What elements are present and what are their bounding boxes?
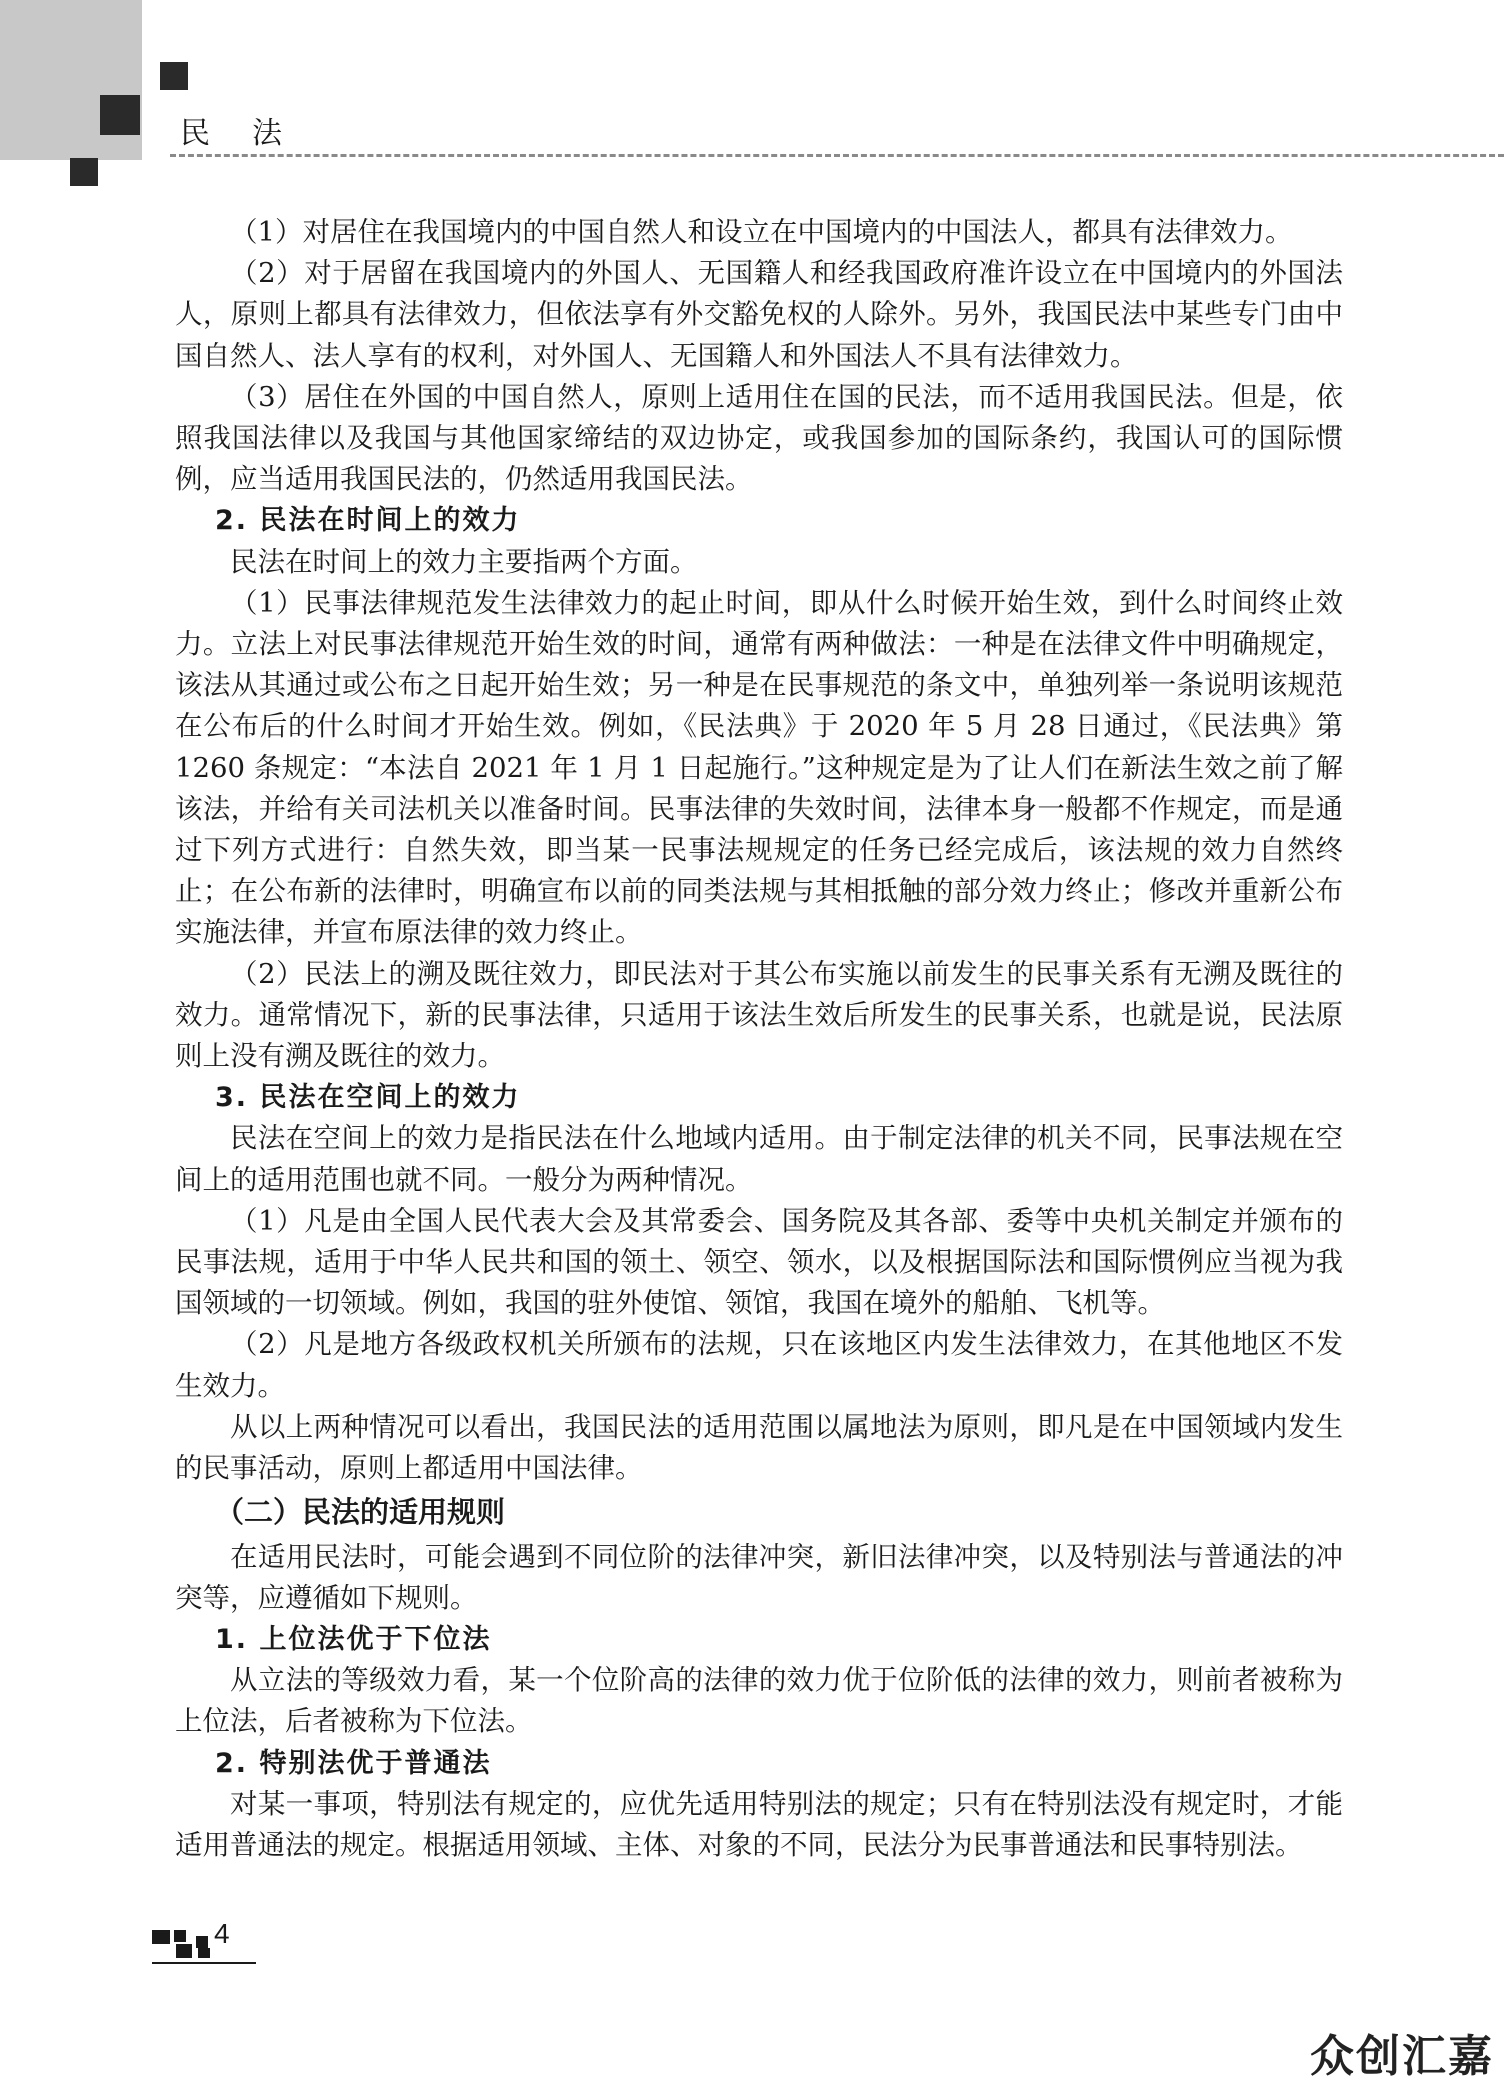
paragraph: （2）民法上的溯及既往效力，即民法对于其公布实施以前发生的民事关系有无溯及既往的效力。通常情况下，新的民事法律，只适用于该法生效后所发生的民事关系，也就是说，民法原则上没有溯及既往的效力。	[175, 957, 1343, 1073]
paragraph: 从以上两种情况可以看出，我国民法的适用范围以属地法为原则，即凡是在中国领域内发生的民事活动，原则上都适用中国法律。	[175, 1410, 1343, 1485]
page-number: 4	[214, 1918, 230, 1949]
footer-decoration-square	[196, 1936, 208, 1948]
header-decoration-block	[0, 0, 142, 160]
header-dashed-rule	[170, 154, 1504, 157]
header-decoration-square	[70, 158, 98, 186]
paragraph: （1）民事法律规范发生法律效力的起止时间，即从什么时候开始生效，到什么时间终止效力。立法上对民事法律规范开始生效的时间，通常有两种做法：一种是在法律文件中明确规定，该法从其通过或公布之日起开始生效；另一种是在民事规范的条文中，单独列举一条说明该规范在公布后的什么时间才开始生效。例如，《民法典》于 2020 年 5 月 28 日通过，《民法典》第 1260 条规定：“本法自 2021 年 1 月 1 日起施行。”这种规定是为了让人们在新法生效之前了解该法，并给有关司法机关以准备时间。民事法律的失效时间，法律本身一般都不作规定，而是通过下列方式进行：自然失效，即当某一民事法规规定的任务已经完成后，该法规的效力自然终止；在公布新的法律时，明确宣布以前的同类法规与其相抵触的部分效力终止；修改并重新公布实施法律，并宣布原法律的效力终止。	[175, 586, 1343, 949]
section-heading-application-rules: （二）民法的适用规则	[215, 1495, 506, 1530]
subheading-space-effect: 3. 民法在空间上的效力	[215, 1082, 521, 1114]
footer-decoration-square	[174, 1930, 186, 1942]
subheading-time-effect: 2. 民法在时间上的效力	[215, 505, 521, 537]
footer-decoration-square	[176, 1944, 192, 1958]
paragraph: 民法在时间上的效力主要指两个方面。	[230, 545, 698, 578]
paragraph: （3）居住在外国的中国自然人，原则上适用住在国的民法，而不适用我国民法。但是，依照我国法律以及我国与其他国家缔结的双边协定，或我国参加的国际条约，我国认可的国际惯例，应当适用我国民法的，仍然适用我国民法。	[175, 380, 1343, 496]
header-decoration-square	[160, 62, 188, 90]
subheading-upper-law: 1. 上位法优于下位法	[215, 1623, 492, 1655]
footer-rule	[152, 1962, 256, 1964]
footer-decoration-square	[198, 1948, 210, 1958]
subheading-special-law: 2. 特别法优于普通法	[215, 1747, 492, 1779]
paragraph: 对某一事项，特别法有规定的，应优先适用特别法的规定；只有在特别法没有规定时，才能适用普通法的规定。根据适用领域、主体、对象的不同，民法分为民事普通法和民事特别法。	[175, 1787, 1343, 1861]
watermark-logo: 众创汇嘉	[1310, 2031, 1494, 2082]
paragraph: （1）对居住在我国境内的中国自然人和设立在中国境内的中国法人，都具有法律效力。	[230, 216, 1293, 248]
paragraph: 在适用民法时，可能会遇到不同位阶的法律冲突，新旧法律冲突，以及特别法与普通法的冲突等，应遵循如下规则。	[175, 1540, 1343, 1614]
page-body	[175, 212, 1343, 1866]
paragraph: （2）对于居留在我国境内的外国人、无国籍人和经我国政府准许设立在中国境内的外国法人，原则上都具有法律效力，但依法享有外交豁免权的人除外。另外，我国民法中某些专门由中国自然人、法人享有的权利，对外国人、无国籍人和外国法人不具有法律效力。	[175, 257, 1343, 372]
paragraph: （2）凡是地方各级政权机关所颁布的法规，只在该地区内发生法律效力，在其他地区不发生效力。	[175, 1328, 1343, 1402]
footer-decoration-square	[152, 1930, 170, 1944]
running-header-title: 民法	[180, 116, 324, 151]
paragraph: （1）凡是由全国人民代表大会及其常委会、国务院及其各部、委等中央机关制定并颁布的民事法规，适用于中华人民共和国的领土、领空、领水，以及根据国际法和国际惯例应当视为我国领域的一切领域。例如，我国的驻外使馆、领馆，我国在境外的船舶、飞机等。	[175, 1204, 1343, 1320]
header-decoration-square	[100, 95, 140, 135]
paragraph: 从立法的等级效力看，某一个位阶高的法律的效力优于位阶低的法律的效力，则前者被称为上位法，后者被称为下位法。	[175, 1664, 1343, 1738]
paragraph: 民法在空间上的效力是指民法在什么地域内适用。由于制定法律的机关不同，民事法规在空间上的适用范围也就不同。一般分为两种情况。	[175, 1122, 1343, 1196]
